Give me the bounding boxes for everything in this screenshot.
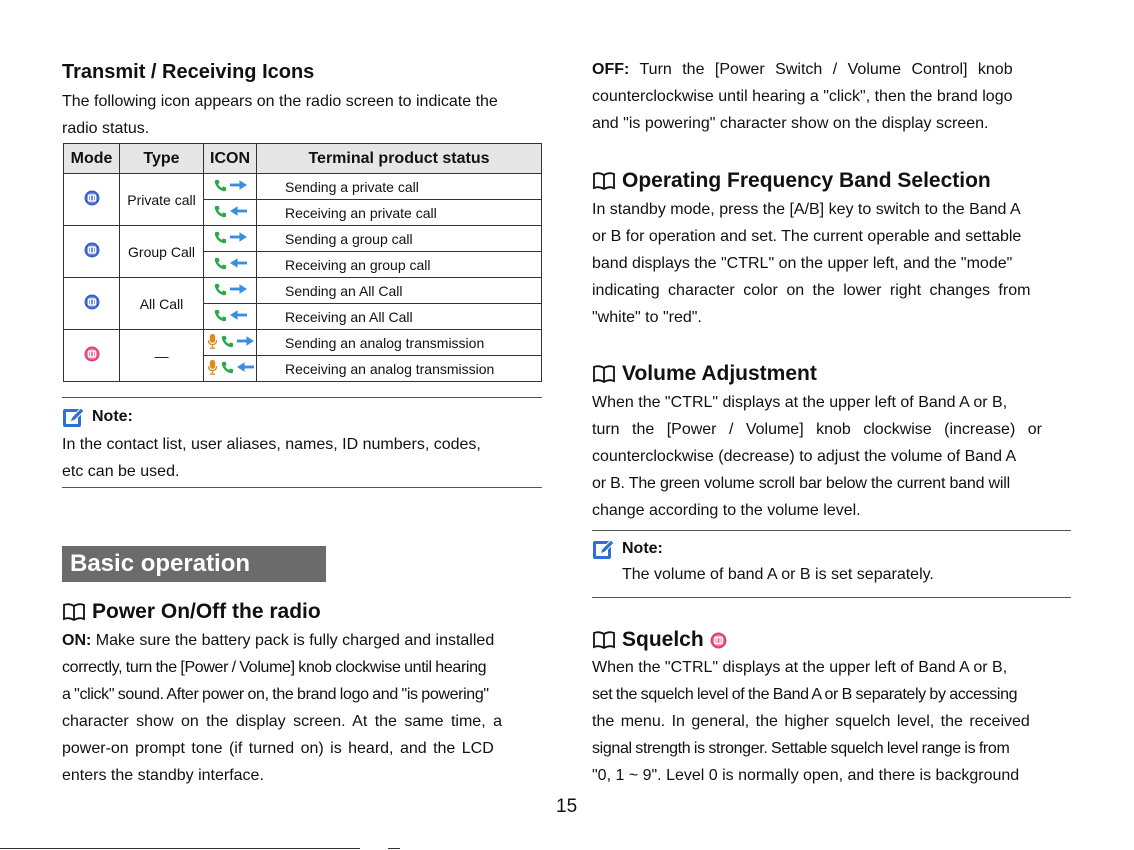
right-note-box: [592, 530, 1071, 598]
on-line-3: a "click" sound. After power on, the brand logo and "is powering": [62, 686, 489, 703]
on-line-5: power-on prompt tone (if turned on) is heard, and the LCD: [62, 740, 494, 757]
type-cell: All Call: [120, 278, 204, 330]
status-cell: Sending an All Call: [257, 278, 542, 304]
basic-operation-banner: Basic operation: [62, 546, 326, 582]
band-line-3: band displays the "CTRL" on the upper left, and the "mode": [592, 255, 1013, 272]
squelch-line-5: "0, 1 ~ 9". Level 0 is normally open, and there is background: [592, 767, 1020, 784]
book-icon: [62, 602, 86, 622]
volume-heading: [592, 361, 817, 387]
note-pen-icon: [592, 538, 616, 560]
table-row: [64, 330, 542, 356]
note-title: [592, 538, 1071, 560]
band-line-1: In standby mode, press the [A/B] key to switch to the Band A: [592, 201, 1021, 218]
status-cell: Receiving an analog transmission: [257, 356, 542, 382]
on-line-4: character show on the display screen. At the same time, a: [62, 713, 502, 730]
analog-mode-icon: [710, 632, 727, 649]
digital-mode-icon: [64, 174, 120, 226]
squelch-heading-text: Squelch: [622, 628, 704, 651]
type-cell: Private call: [120, 174, 204, 226]
squelch-heading: [592, 627, 727, 653]
power-heading-text: Power On/Off the radio: [92, 600, 321, 623]
sending-analog-icon: [204, 330, 257, 356]
note-line-1: In the contact list, user aliases, names, ID numbers, codes,: [62, 436, 481, 453]
digital-mode-icon: [64, 278, 120, 330]
page-number: 15: [556, 796, 578, 817]
note-title-text: Note:: [622, 540, 663, 557]
on-line-6: enters the standby interface.: [62, 767, 264, 784]
on-line-1: [62, 627, 542, 654]
status-cell: Sending a group call: [257, 226, 542, 252]
band-line-4: indicating character color on the lower right changes from: [592, 282, 1031, 299]
footer-rule-mark: [388, 848, 400, 849]
book-icon: [592, 364, 616, 384]
band-heading-text: Operating Frequency Band Selection: [622, 169, 991, 192]
volume-line-2: turn the [Power / Volume] knob clockwise (increase) or: [592, 421, 1042, 438]
sending-call-icon: [204, 174, 257, 200]
on-label: ON:: [62, 632, 92, 649]
status-cell: Receiving an All Call: [257, 304, 542, 330]
book-icon: [592, 630, 616, 650]
type-cell: —: [120, 330, 204, 382]
digital-mode-icon: [64, 226, 120, 278]
left-note-box: [62, 397, 542, 488]
off-line-2: counterclockwise until hearing a "click", then the brand logo: [592, 88, 1013, 105]
icons-heading: Transmit / Receiving Icons: [62, 61, 315, 83]
receiving-call-icon: [204, 200, 257, 226]
footer-rule-left: [0, 848, 360, 849]
header-mode: Mode: [64, 144, 120, 174]
note-title-text: Note:: [92, 408, 133, 425]
type-cell: Group Call: [120, 226, 204, 278]
sending-call-icon: [204, 226, 257, 252]
volume-paragraph: [592, 389, 1071, 524]
volume-line-1: When the "CTRL" displays at the upper left of Band A or B,: [592, 394, 1008, 411]
table-header-row: [64, 144, 542, 174]
status-icon-table: [63, 143, 542, 382]
note-pen-icon: [62, 406, 86, 428]
status-cell: Sending an analog transmission: [257, 330, 542, 356]
band-paragraph: [592, 196, 1071, 331]
table-row: [64, 278, 542, 304]
band-line-5: "white" to "red".: [592, 309, 702, 326]
power-heading: [62, 599, 321, 625]
squelch-line-2: set the squelch level of the Band A or B separately by accessing: [592, 686, 1018, 703]
volume-line-3: counterclockwise (decrease) to adjust the volume of Band A: [592, 448, 1017, 465]
header-status: Terminal product status: [257, 144, 542, 174]
status-cell: Sending a private call: [257, 174, 542, 200]
band-line-2: or B for operation and set. The current operable and settable: [592, 228, 1022, 245]
squelch-line-1: When the "CTRL" displays at the upper left of Band A or B,: [592, 659, 1008, 676]
note-text: The volume of band A or B is set separately.: [622, 566, 934, 583]
off-line-1-text: Turn the [Power Switch / Volume Control] knob: [629, 61, 1013, 78]
status-cell: Receiving an private call: [257, 200, 542, 226]
off-line-3: and "is powering" character show on the display screen.: [592, 115, 989, 132]
icons-intro-line-2: radio status.: [62, 120, 150, 137]
volume-heading-text: Volume Adjustment: [622, 362, 817, 385]
squelch-line-4: signal strength is stronger. Settable squelch level range is from: [592, 740, 1010, 757]
band-heading: [592, 168, 991, 194]
power-off-paragraph: [592, 56, 1071, 137]
off-line-1: [592, 56, 1071, 83]
power-on-paragraph: [62, 627, 542, 789]
volume-line-5: change according to the volume level.: [592, 502, 861, 519]
header-type: Type: [120, 144, 204, 174]
volume-line-4: or B. The green volume scroll bar below the current band will: [592, 475, 1010, 492]
on-line-2: correctly, turn the [Power / Volume] knob clockwise until hearing: [62, 659, 487, 676]
table-row: [64, 174, 542, 200]
sending-call-icon: [204, 278, 257, 304]
note-line-2: etc can be used.: [62, 463, 180, 480]
receiving-call-icon: [204, 304, 257, 330]
status-cell: Receiving an group call: [257, 252, 542, 278]
squelch-line-3: the menu. In general, the higher squelch level, the received: [592, 713, 1030, 730]
analog-mode-icon: [64, 330, 120, 382]
receiving-analog-icon: [204, 356, 257, 382]
note-title: [62, 406, 542, 428]
table-row: [64, 226, 542, 252]
off-label: OFF:: [592, 61, 630, 78]
icons-intro-line-1: The following icon appears on the radio screen to indicate the: [62, 93, 498, 110]
squelch-paragraph: [592, 654, 1071, 789]
on-line-1-text: Make sure the battery pack is fully charged and installed: [91, 632, 495, 649]
header-icon: ICON: [204, 144, 257, 174]
book-icon: [592, 171, 616, 191]
receiving-call-icon: [204, 252, 257, 278]
